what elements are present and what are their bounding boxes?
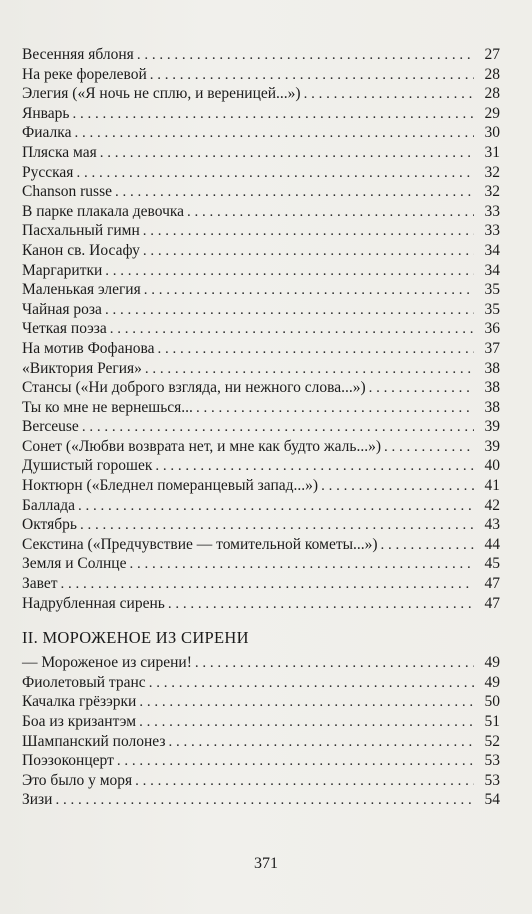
toc-entry: [22, 790, 500, 810]
toc-entry-page: 41: [484, 477, 500, 495]
toc-entry: [22, 221, 500, 241]
toc-entry-title: Надрубленная сирень: [22, 594, 165, 612]
dot-leader: [82, 418, 474, 438]
toc-entry-title: Фиалка: [22, 124, 72, 142]
toc-part1-list: [22, 45, 500, 613]
toc-part2-list: [22, 653, 500, 810]
toc-entry: [22, 241, 500, 261]
dot-leader: [117, 752, 474, 772]
toc-entry-page: 49: [484, 654, 500, 672]
toc-entry: [22, 261, 500, 281]
toc-entry: [22, 594, 500, 614]
toc-entry-page: 53: [484, 752, 500, 770]
toc-entry-title: Душистый горошек: [22, 457, 153, 475]
toc-entry-title: Это было у моря: [22, 771, 133, 789]
toc-entry-title: Октябрь: [22, 516, 77, 534]
dot-leader: [196, 399, 474, 419]
toc-entry-title: Баллада: [22, 496, 76, 514]
dot-leader: [74, 124, 474, 144]
toc-entry: [22, 104, 500, 124]
dot-leader: [129, 555, 474, 575]
toc-entry: [22, 751, 500, 771]
toc-entry: [22, 692, 500, 712]
dot-leader: [76, 164, 474, 184]
toc-entry-page: 47: [484, 575, 500, 593]
toc-entry: [22, 359, 500, 379]
toc-entry-page: 29: [484, 104, 500, 122]
toc-entry-page: 39: [484, 418, 500, 436]
toc-entry-title: Четкая поэза: [22, 320, 107, 338]
toc-entry: [22, 673, 500, 693]
toc-entry-title: Зизи: [22, 791, 53, 809]
toc-entry-title: Маленькая элегия: [22, 281, 141, 299]
dot-leader: [139, 713, 474, 733]
toc-entry-page: 45: [484, 555, 500, 573]
toc-entry: [22, 398, 500, 418]
toc-entry-title: Земля и Солнце: [22, 555, 127, 573]
dot-leader: [135, 772, 474, 792]
toc-entry-title: Элегия («Я ночь не сплю, и вереницей...»): [22, 85, 301, 103]
toc-entry-title: Весенняя яблоня: [22, 46, 134, 63]
toc-entry: [22, 65, 500, 85]
toc-entry-page: 40: [484, 457, 500, 475]
toc-entry-title: Поэзоконцерт: [22, 752, 114, 770]
toc-entry-title: — Мороженое из сирени!: [22, 654, 192, 672]
toc-entry: [22, 202, 500, 222]
toc-entry-title: Маргаритки: [22, 261, 103, 279]
toc-entry: [22, 182, 500, 202]
toc-entry-title: На мотив Фофанова: [22, 339, 155, 357]
toc-entry-page: 38: [484, 398, 500, 416]
dot-leader: [115, 183, 474, 203]
toc-entry-title: Январь: [22, 104, 70, 122]
toc-entry-page: 50: [484, 693, 500, 711]
dot-leader: [55, 791, 474, 811]
toc-entry-title: Стансы («Ни доброго взгляда, ни нежного слова...»): [22, 379, 366, 397]
toc-entry-page: 28: [484, 85, 500, 103]
toc-entry-page: 31: [484, 143, 500, 161]
dot-leader: [139, 693, 474, 713]
toc-entry-page: 42: [484, 496, 500, 514]
toc-entry: [22, 476, 500, 496]
toc-entry-page: 33: [484, 222, 500, 240]
dot-leader: [149, 674, 474, 694]
toc-entry: [22, 339, 500, 359]
dot-leader: [381, 536, 474, 556]
toc-entry-title: Ноктюрн («Бледнел померанцевый запад...»): [22, 477, 319, 495]
page-number: 371: [254, 855, 278, 872]
dot-leader: [145, 360, 474, 380]
toc-entry: [22, 378, 500, 398]
toc-entry-page: 34: [484, 241, 500, 259]
toc-entry-title: Шампанский полонез: [22, 732, 166, 750]
toc-entry: [22, 45, 500, 65]
dot-leader: [195, 654, 474, 674]
toc-entry: [22, 84, 500, 104]
toc-entry: [22, 712, 500, 732]
toc-entry-title: Сонет («Любви возврата нет, и мне как будто жаль...»): [22, 437, 381, 455]
toc-entry: [22, 515, 500, 535]
toc-entry: [22, 319, 500, 339]
toc-entry-page: 36: [484, 320, 500, 338]
toc-entry: [22, 163, 500, 183]
toc-entry-page: 52: [484, 732, 500, 750]
dot-leader: [137, 46, 474, 66]
dot-leader: [321, 477, 474, 497]
toc-entry: [22, 280, 500, 300]
toc-entry-title: Качалка грёзэрки: [22, 693, 137, 711]
toc-entry-title: В парке плакала девочка: [22, 202, 185, 220]
toc-entry-page: 49: [484, 673, 500, 691]
dot-leader: [304, 85, 474, 105]
dot-leader: [155, 457, 474, 477]
toc-entry-title: Chanson russe: [22, 183, 112, 201]
toc-entry: [22, 456, 500, 476]
section-heading: II. МОРОЖЕНОЕ ИЗ СИРЕНИ: [22, 628, 249, 648]
toc-entry-title: Пасхальный гимн: [22, 222, 140, 240]
toc-entry-page: 54: [484, 791, 500, 809]
toc-entry-title: На реке форелевой: [22, 65, 147, 83]
toc-entry: [22, 771, 500, 791]
toc-entry: [22, 496, 500, 516]
toc-entry-page: 35: [484, 300, 500, 318]
toc-entry-page: 28: [484, 65, 500, 83]
toc-entry: [22, 574, 500, 594]
dot-leader: [100, 144, 474, 164]
toc-entry: [22, 123, 500, 143]
toc-entry-page: 53: [484, 771, 500, 789]
dot-leader: [158, 340, 474, 360]
toc-entry: [22, 143, 500, 163]
toc-entry-title: Berceuse: [22, 418, 79, 436]
toc-entry-title: Русская: [22, 163, 74, 181]
toc-entry: [22, 653, 500, 673]
dot-leader: [72, 105, 474, 125]
toc-entry-title: Фиолетовый транс: [22, 673, 146, 691]
toc-entry-title: Боа из кризантэм: [22, 713, 137, 730]
dot-leader: [78, 497, 474, 517]
toc-entry-page: 38: [484, 359, 500, 377]
toc-entry-page: 33: [484, 202, 500, 220]
dot-leader: [144, 281, 474, 301]
toc-entry: [22, 437, 500, 457]
toc-entry: [22, 300, 500, 320]
dot-leader: [369, 379, 474, 399]
toc-entry-page: 30: [484, 124, 500, 142]
toc-entry-page: 43: [484, 516, 500, 534]
toc-entry-page: 51: [484, 713, 500, 730]
dot-leader: [168, 595, 474, 615]
dot-leader: [384, 438, 474, 458]
toc-entry: [22, 732, 500, 752]
toc-entry-page: 35: [484, 281, 500, 299]
dot-leader: [168, 733, 474, 753]
dot-leader: [143, 242, 474, 262]
toc-entry-page: 27: [484, 46, 500, 63]
toc-entry-page: 37: [484, 339, 500, 357]
toc-entry-page: 38: [484, 379, 500, 397]
toc-entry-page: 44: [484, 535, 500, 553]
dot-leader: [143, 222, 474, 242]
toc-entry-page: 34: [484, 261, 500, 279]
toc-entry-page: 32: [484, 183, 500, 201]
toc-entry-title: «Виктория Регия»: [22, 359, 142, 377]
dot-leader: [187, 203, 474, 223]
toc-entry: [22, 535, 500, 555]
toc-entry-title: Завет: [22, 575, 58, 593]
toc-entry-title: Ты ко мне не вернешься...: [22, 398, 193, 416]
dot-leader: [61, 575, 474, 595]
toc-entry-page: 47: [484, 594, 500, 612]
table-of-contents: [22, 45, 500, 810]
dot-leader: [105, 262, 474, 282]
dot-leader: [110, 320, 474, 340]
toc-entry-title: Секстина («Предчувствие — томительной кометы...»): [22, 535, 378, 553]
toc-entry-title: Чайная роза: [22, 300, 102, 318]
toc-entry-title: Канон св. Иосафу: [22, 241, 140, 259]
toc-entry-page: 39: [484, 437, 500, 455]
dot-leader: [80, 516, 474, 536]
toc-entry: [22, 554, 500, 574]
dot-leader: [105, 301, 474, 321]
toc-entry-page: 32: [484, 163, 500, 181]
toc-entry: [22, 417, 500, 437]
dot-leader: [150, 66, 474, 86]
toc-entry-title: Пляска мая: [22, 143, 97, 161]
